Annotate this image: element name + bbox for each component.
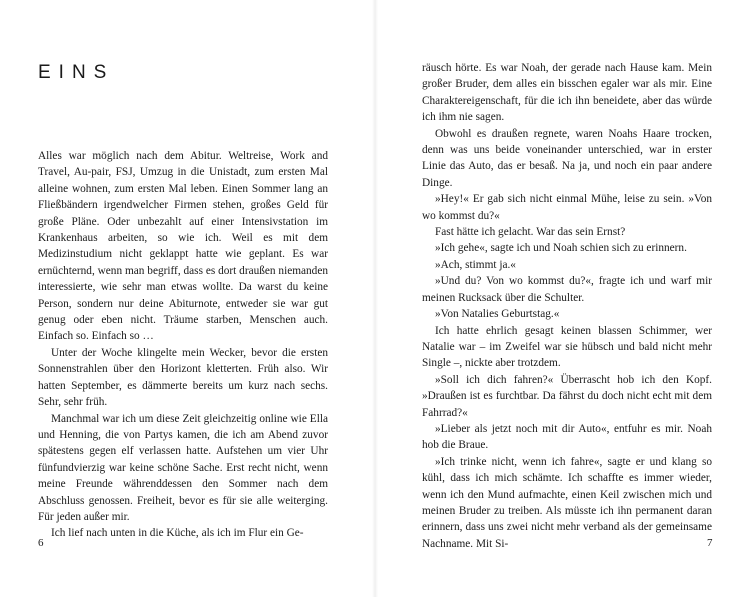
right-page (375, 0, 750, 597)
left-page-text (38, 148, 328, 542)
paragraph: »Von Natalies Geburtstag.« (435, 308, 560, 321)
chapter-title: EINS (38, 62, 115, 83)
paragraph: »Hey!« Er gab sich nicht einmal Mühe, leise zu sein. »Von wo kommst du?« (422, 193, 712, 222)
paragraph: Fast hätte ich gelacht. War das sein Ernst? (435, 226, 626, 239)
paragraph: »Ich gehe«, sagte ich und Noah schien sich zu erinnern. (435, 242, 687, 255)
paragraph: »Ich trinke nicht, wenn ich fahre«, sagte er und klang so kühl, dass ich mich schämte. Ich schaffte es immer wieder, wenn ich den Mund aufmachte, einen Keil zwischen mich und meinen Bruder zu treiben. Als müsste ich ihn permanent daran erinnern, dass uns zwei nicht mehr verband als der gemeinsame Nachname. Mit Si- (422, 455, 712, 550)
paragraph: Manchmal war ich um diese Zeit gleichzeitig online wie Ella und Henning, die von Partys kamen, die ich am Abend zuvor spätestens gegen elf verlassen hatte. Aufstehen um vier Uhr fünfundvierzig war keine schöne Sache. Erst recht nicht, wenn meine Freunde währenddessen den Sommer nach dem Abschluss genossen. Freiheit, bevor es für sie alle weiterging. Für jeden außer mir. (38, 412, 328, 523)
paragraph: Ich lief nach unten in die Küche, als ich im Flur ein Ge- (51, 527, 304, 540)
paragraph: »Lieber als jetzt noch mit dir Auto«, entfuhr es mir. Noah hob die Braue. (422, 422, 712, 452)
right-page-text (422, 60, 712, 552)
paragraph: Ich hatte ehrlich gesagt keinen blassen Schimmer, wer Natalie war – im Zweifel war sie hübsch und bald nicht mehr Single –, nickte aber trotzdem. (422, 324, 712, 370)
paragraph: räusch hörte. Es war Noah, der gerade nach Hause kam. Mein großer Bruder, dem alles ein bisschen egaler war als mir. Eine Charaktereigenschaft, für die ich ihn beneidete, aber das würde ich ihm nie sagen. (422, 62, 712, 124)
paragraph: »Ach, stimmt ja.« (435, 258, 516, 271)
page-number: 6 (38, 537, 44, 549)
paragraph: Obwohl es draußen regnete, waren Noahs Haare trocken, denn was uns beide voneinander unterschied, war in erster Linie das Auto, das er besaß. Na ja, und noch ein paar andere Dinge. (422, 127, 712, 189)
paragraph: »Soll ich dich fahren?« Überrascht hob ich den Kopf. »Draußen ist es furchtbar. Da fährst du doch nicht echt mit dem Fahrrad?« (422, 373, 712, 419)
paragraph: Unter der Woche klingelte mein Wecker, bevor die ersten Sonnenstrahlen über den Horizont kletterten. Früh also. Wir hatten September, es dämmerte bereits um kurz nach sechs. Sehr, sehr früh. (38, 346, 328, 409)
paragraph: Alles war möglich nach dem Abitur. Weltreise, Work and Travel, Au-pair, FSJ, Umzug in die Unistadt, zum ersten Mal alleine wohnen, zum ersten Mal leben. Einen Sommer lang an Fließbändern irgendwelcher Firmen stehen, großes Geld für große Pläne. Oder unbezahlt auf einer Intensivstation im Krankenhaus arbeiten, so wie ich. Weil es mit dem Medizinstudium nicht geklappt hatte wie geplant. Es war ernüchternd, wenn man begriff, dass es dort draußen niemanden interessierte, wie sehr man etwas wollte. Da warst du keine Person, sondern nur deine Abiturnote, entweder sie war gut genug oder eben nicht. Träume starben, Menschen auch. Einfach so. Einfach so … (38, 150, 328, 343)
paragraph: »Und du? Von wo kommst du?«, fragte ich und warf mir meinen Rucksack über die Schulter. (422, 275, 712, 304)
page-number: 7 (707, 537, 713, 549)
